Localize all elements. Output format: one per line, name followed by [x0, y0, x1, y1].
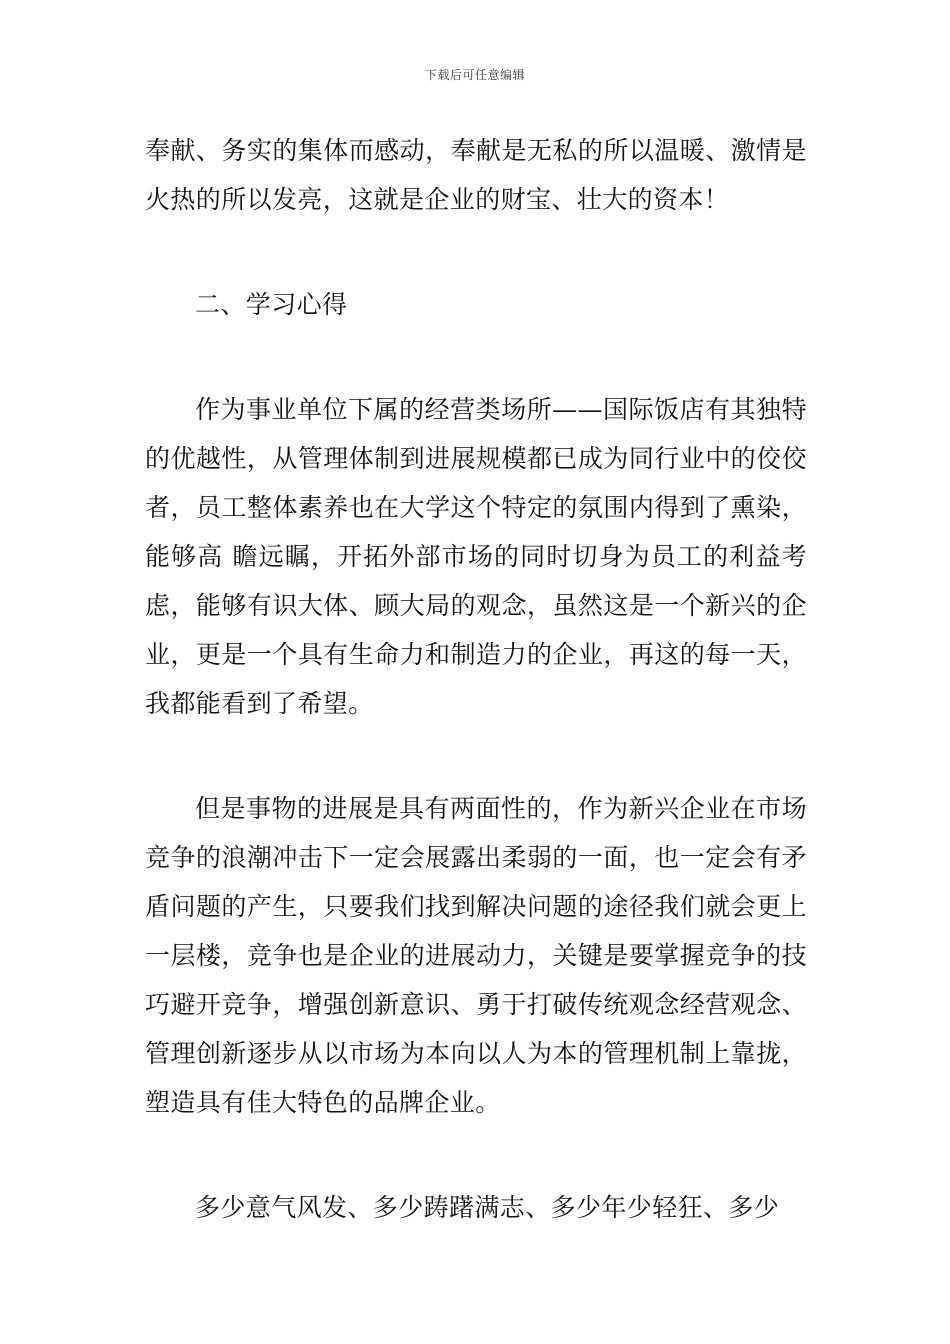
paragraph-closing: 多少意气风发、多少踌躇满志、多少年少轻狂、多少 [195, 1193, 780, 1222]
paragraph-continuation: 奉献、务实的集体而感动，奉献是无私的所以温暖、激情是火热的所以发亮，这就是企业的财宝、壮大的资本！ [145, 136, 807, 214]
paragraph-competition: 但是事物的进展是具有两面性的，作为新兴企业在市场竞争的浪潮冲击下一定会展露出柔弱的一面，也一定会有矛盾问题的产生，只要我们找到解决问题的途径我们就会更上一层楼，竞争也是企业的进展动力，关键是要掌握竞争的技巧避开竞争，增强创新意识、勇于打破传统观念经营观念、管理创新逐步从以市场为本向以人为本的管理机制上靠拢，塑造具有佳大特色的品牌企业。 [145, 794, 807, 1117]
page-header: 下载后可任意编辑 [424, 68, 525, 82]
document-body [145, 126, 807, 1232]
section-heading: 二、学习心得 [195, 290, 348, 319]
paragraph-hotel-advantages: 作为事业单位下属的经营类场所——国际饭店有其独特的优越性，从管理体制到进展规模都已成为同行业中的佼佼者，员工整体素养也在大学这个特定的氛围内得到了熏染，能够高 瞻远瞩，开拓外部市场的同时切身为员工的利益考虑，能够有识大体、顾大局的观念，虽然这是一个新兴的企业，更是一个具有生命力和制造力的企业，再这的每一天，我都能看到了希望。 [145, 395, 807, 718]
